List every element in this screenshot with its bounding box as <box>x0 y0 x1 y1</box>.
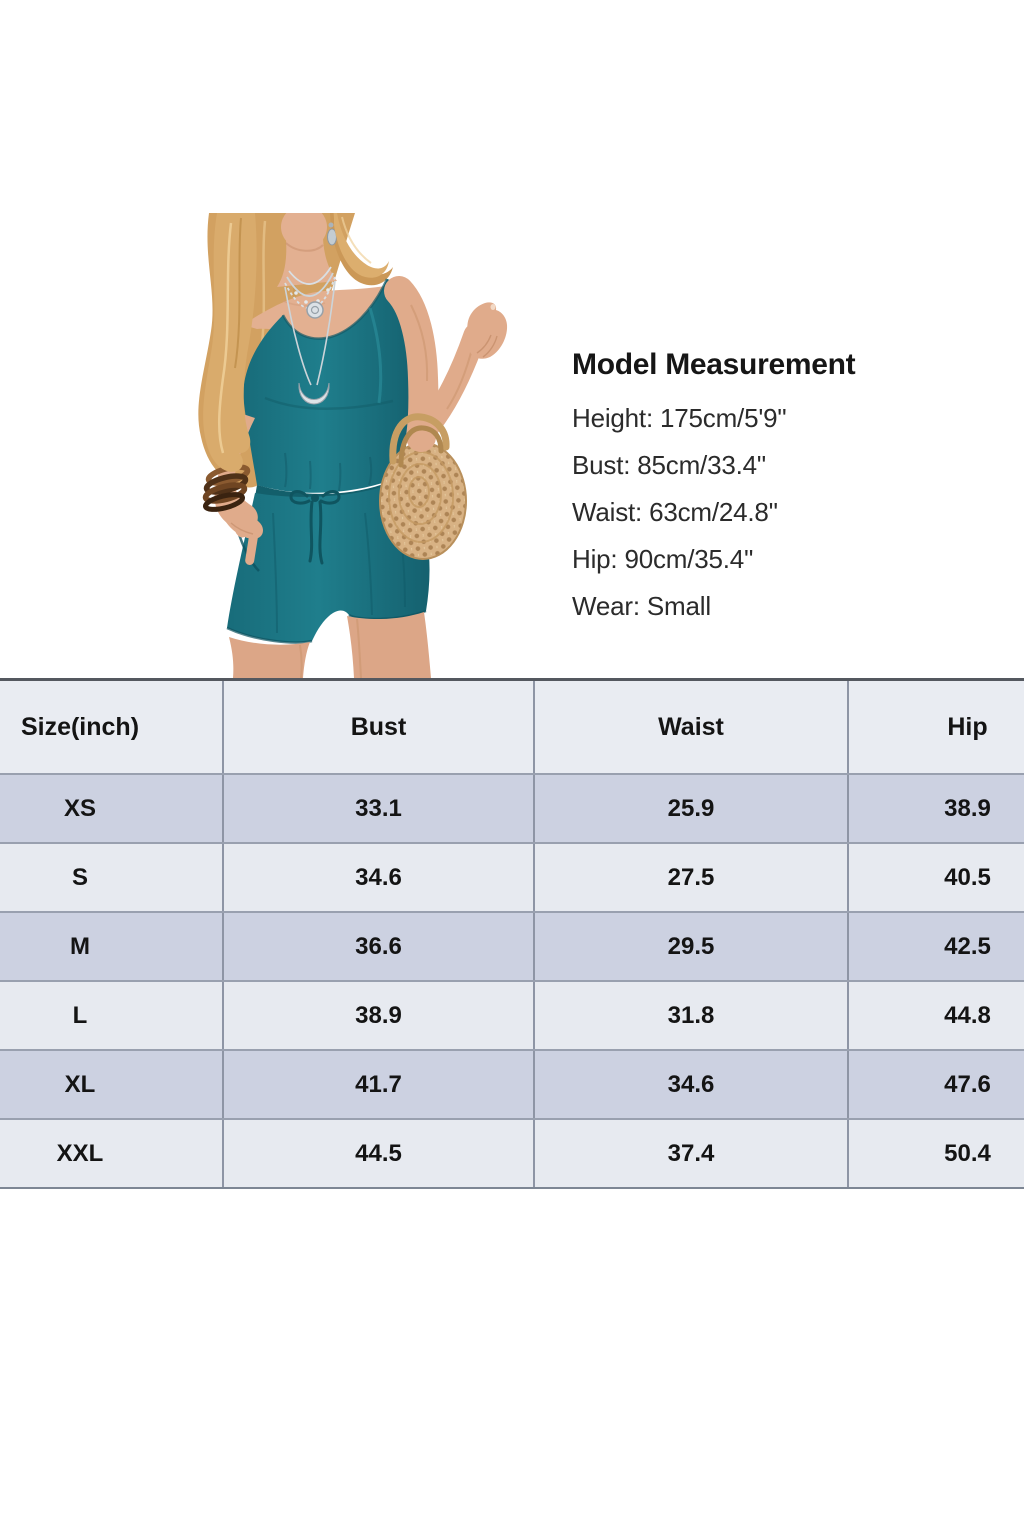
size-chart-cell: XL <box>0 1051 222 1118</box>
size-chart-cell: 36.6 <box>222 913 533 980</box>
size-chart-header-row <box>0 681 1024 773</box>
size-chart-cell: 44.8 <box>847 982 1024 1049</box>
size-chart-cell: 34.6 <box>222 844 533 911</box>
size-chart-header-size: Size(inch) <box>0 681 222 773</box>
measurement-bust: Bust: 85cm/33.4" <box>572 450 766 480</box>
size-chart-cell: S <box>0 844 222 911</box>
size-chart-cell: 31.8 <box>533 982 847 1049</box>
model-illustration <box>165 213 525 678</box>
measurement-wear: Wear: Small <box>572 591 711 621</box>
size-chart-cell: 27.5 <box>533 844 847 911</box>
size-chart-cell: 37.4 <box>533 1120 847 1187</box>
size-chart-table <box>0 678 1024 1189</box>
size-chart-cell: XS <box>0 775 222 842</box>
size-chart-cell: 44.5 <box>222 1120 533 1187</box>
size-chart-cell: 25.9 <box>533 775 847 842</box>
measurement-waist: Waist: 63cm/24.8" <box>572 497 778 527</box>
size-chart-cell: 38.9 <box>222 982 533 1049</box>
size-chart-cell: 41.7 <box>222 1051 533 1118</box>
size-chart-row-xs <box>0 773 1024 842</box>
measurement-hip: Hip: 90cm/35.4" <box>572 544 754 574</box>
model-photo <box>165 213 525 678</box>
size-chart-cell: 34.6 <box>533 1051 847 1118</box>
size-chart-row-xl <box>0 1049 1024 1118</box>
size-chart-cell: 50.4 <box>847 1120 1024 1187</box>
model-measurements <box>572 350 992 630</box>
size-chart-cell: 29.5 <box>533 913 847 980</box>
size-chart-row-l <box>0 980 1024 1049</box>
measurements-title: Model Measurement <box>572 348 856 381</box>
size-chart-cell: XXL <box>0 1120 222 1187</box>
size-chart-cell: 33.1 <box>222 775 533 842</box>
size-chart-cell: 38.9 <box>847 775 1024 842</box>
size-chart-cell: M <box>0 913 222 980</box>
size-chart-row-xxl <box>0 1118 1024 1187</box>
size-chart-header-waist: Waist <box>533 681 847 773</box>
size-chart-cell: 42.5 <box>847 913 1024 980</box>
size-chart-row-s <box>0 842 1024 911</box>
size-chart-header-hip: Hip <box>847 681 1024 773</box>
size-chart-cell: 40.5 <box>847 844 1024 911</box>
measurement-height: Height: 175cm/5'9" <box>572 403 787 433</box>
size-chart-row-m <box>0 911 1024 980</box>
size-chart-cell: L <box>0 982 222 1049</box>
size-chart-header-bust: Bust <box>222 681 533 773</box>
size-chart-cell: 47.6 <box>847 1051 1024 1118</box>
